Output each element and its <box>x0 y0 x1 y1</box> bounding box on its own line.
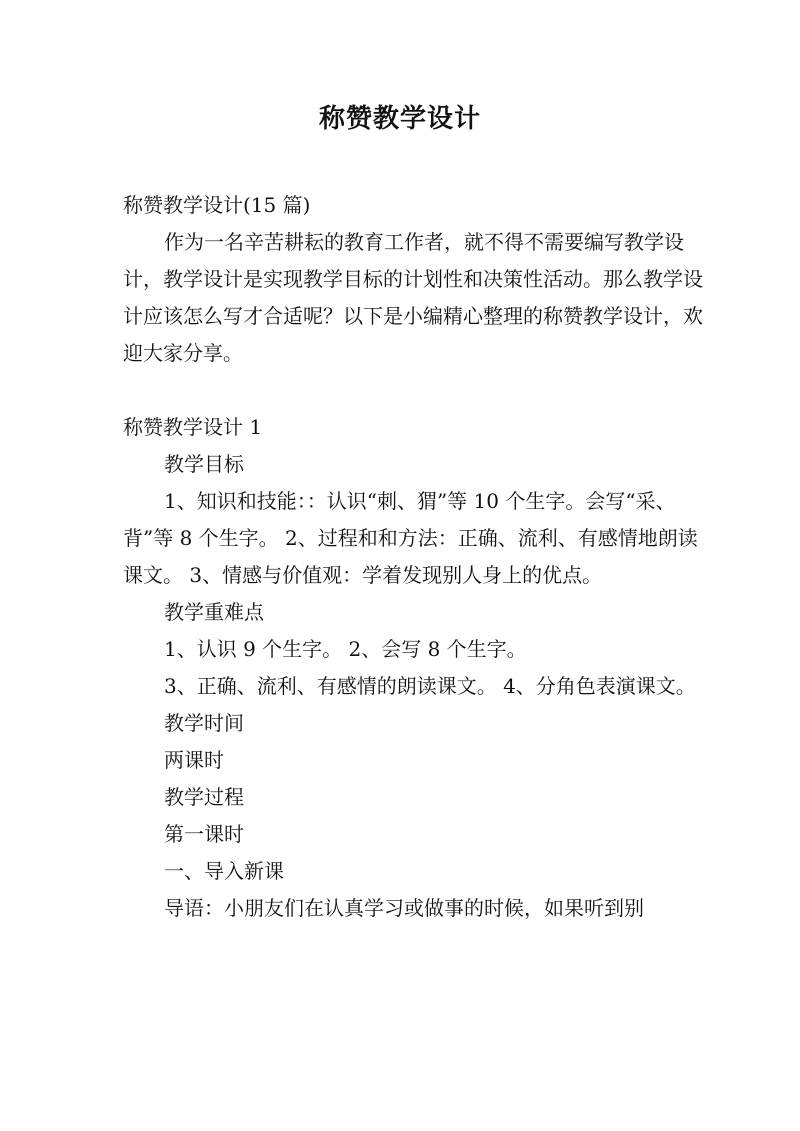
lead-in-paragraph: 导语：小朋友们在认真学习或做事的时候，如果听到别 <box>164 896 644 920</box>
difficulties-paragraph-2: 3、正确、流利、有感情的朗读课文。 4、分角色表演课文。 <box>164 674 696 698</box>
document-body <box>123 187 703 927</box>
heading-key-difficulties: 教学重难点 <box>164 600 264 624</box>
subtitle-line: 称赞教学设计(15 篇) <box>123 193 311 217</box>
paragraph-spacer <box>123 372 703 409</box>
intro-paragraph: 作为一名辛苦耕耘的教育工作者，就不得不需要编写教学设计，教学设计是实现教学目标的计划性和决策性活动。那么教学设计应该怎么写才合适呢？以下是小编精心整理的称赞教学设计，欢迎大家分享。 <box>123 230 703 365</box>
goals-paragraph: 1、知识和技能：：认识“刺、猬”等 10 个生字。会写“采、背”等 8 个生字。 2、过程和和方法：正确、流利、有感情地朗读课文。 3、情感与价值观：学着发现别人身上的优点。 <box>123 489 698 587</box>
heading-teaching-process: 教学过程 <box>164 785 244 809</box>
heading-teaching-goals: 教学目标 <box>164 452 244 476</box>
teaching-time-value: 两课时 <box>164 748 224 772</box>
difficulties-paragraph-1: 1、认识 9 个生字。 2、会写 8 个生字。 <box>164 637 527 661</box>
section-heading: 称赞教学设计 1 <box>123 415 263 439</box>
heading-introduction: 一、导入新课 <box>164 859 284 883</box>
heading-teaching-time: 教学时间 <box>164 711 244 735</box>
document-title: 称赞教学设计 <box>318 104 481 134</box>
heading-first-lesson: 第一课时 <box>164 822 244 846</box>
